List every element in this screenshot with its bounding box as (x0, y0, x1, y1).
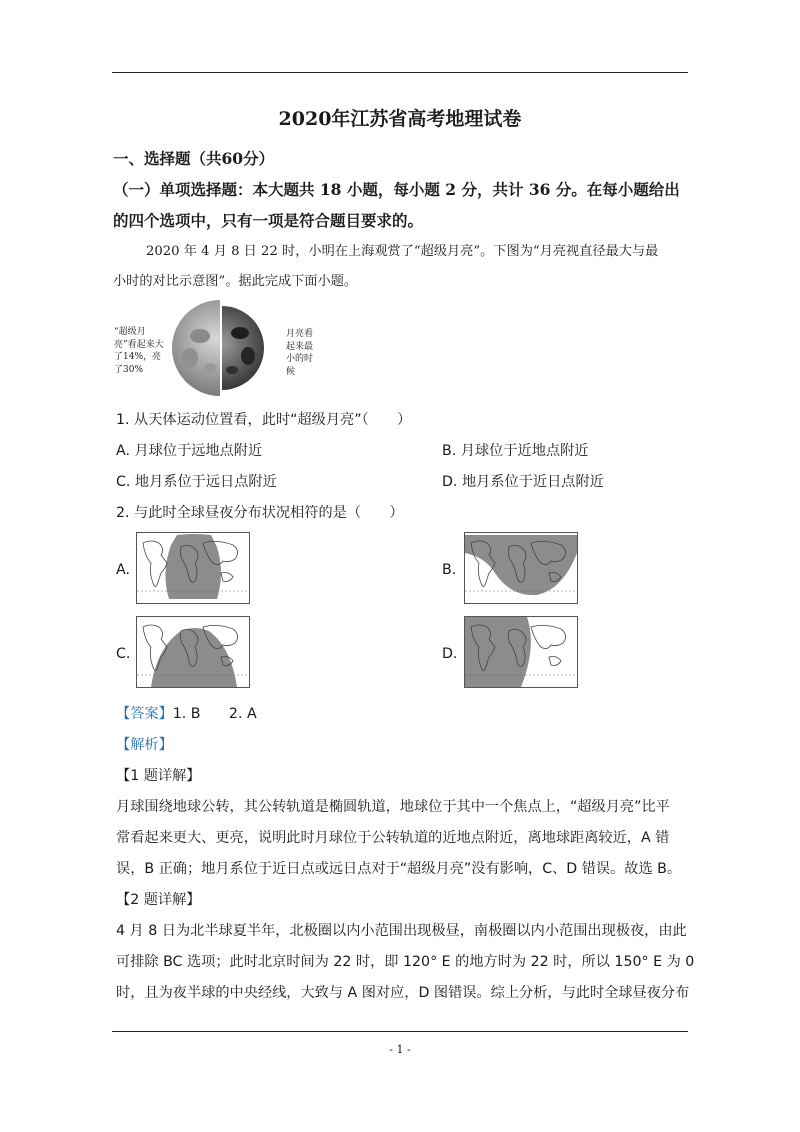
detail1-line-3: 误，B 正确；地月系位于近日点或远日点对于“超级月亮”没有影响，C、D 错误。故选 B。 (116, 861, 682, 877)
moon-label-left: “超级月亮”看起来大了14%，亮了30% (114, 327, 164, 375)
moon-comparison-image (170, 298, 282, 398)
q1-option-d[interactable]: D. 地月系位于近日点附近 (442, 474, 604, 490)
q2-option-a[interactable]: A. (116, 562, 130, 578)
answer-line (116, 703, 257, 723)
detail2-line-2: 可排除 BC 选项；此时北京时间为 22 时，即 120° E 的地方时为 22 时，所以 150° E 为 0 (116, 954, 695, 970)
header-rule (112, 72, 688, 73)
detail2-line-1: 4 月 8 日为北半球夏半年，北极圈以内小范围出现极昼，南极圈以内小范围出现极夜，由此 (116, 923, 687, 939)
q1-stem: 1. 从天体运动位置看，此时“超级月亮”（ ） (116, 412, 412, 428)
analysis-tag: 【解析】 (116, 737, 173, 753)
moon-label-right: 月亮看起来最小的时候 (286, 329, 314, 377)
detail2-title: 【2 题详解】 (116, 892, 201, 908)
q2-option-c[interactable]: C. (116, 646, 131, 662)
detail1-line-1: 月球围绕地球公转，其公转轨道是椭圆轨道，地球位于其中一个焦点上，“超级月亮”比平 (116, 799, 670, 815)
section-heading: 一、选择题（共60分） (113, 149, 275, 168)
map-a (136, 532, 250, 604)
footer-rule (112, 1031, 688, 1032)
q2-option-b[interactable]: B. (442, 562, 457, 578)
night-region (165, 534, 221, 599)
intro-line-2: 小时的对比示意图”。据此完成下面小题。 (113, 274, 358, 289)
page-title: 2020年江苏省高考地理试卷 (278, 108, 522, 130)
q2-stem: 2. 与此时全球昼夜分布状况相符的是（ ） (116, 505, 404, 521)
page-number: - 1 - (389, 1043, 411, 1056)
map-c (136, 616, 250, 688)
subsection-line-1: （一）单项选择题：本大题共 18 小题，每小题 2 分，共计 36 分。在每小题给出 (113, 180, 680, 199)
q1-option-c[interactable]: C. 地月系位于远日点附近 (116, 474, 277, 490)
night-region (465, 535, 577, 595)
map-b (464, 532, 578, 604)
detail2-line-3: 时，且为夜半球的中央经线，大致与 A 图对应，D 图错误。综上分析，与此时全球昼夜分布 (116, 985, 690, 1001)
night-region (465, 617, 531, 687)
night-region (151, 628, 237, 687)
intro-line-1: 2020 年 4 月 8 日 22 时，小明在上海观赏了“超级月亮”。下图为“月亮视直径最大与最 (146, 244, 659, 259)
q2-option-d[interactable]: D. (442, 646, 458, 662)
answer-text: 1. B 2. A (172, 706, 257, 722)
q1-option-b[interactable]: B. 月球位于近地点附近 (442, 443, 589, 459)
answer-tag: 【答案】 (116, 706, 173, 722)
moon-figure (112, 298, 322, 398)
map-d (464, 616, 578, 688)
detail1-title: 【1 题详解】 (116, 768, 201, 784)
q1-option-a[interactable]: A. 月球位于远地点附近 (116, 443, 263, 459)
detail1-line-2: 常看起来更大、更亮，说明此时月球位于公转轨道的近地点附近，离地球距离较近，A 错 (116, 830, 670, 846)
subsection-line-2: 的四个选项中，只有一项是符合题目要求的。 (113, 211, 424, 230)
